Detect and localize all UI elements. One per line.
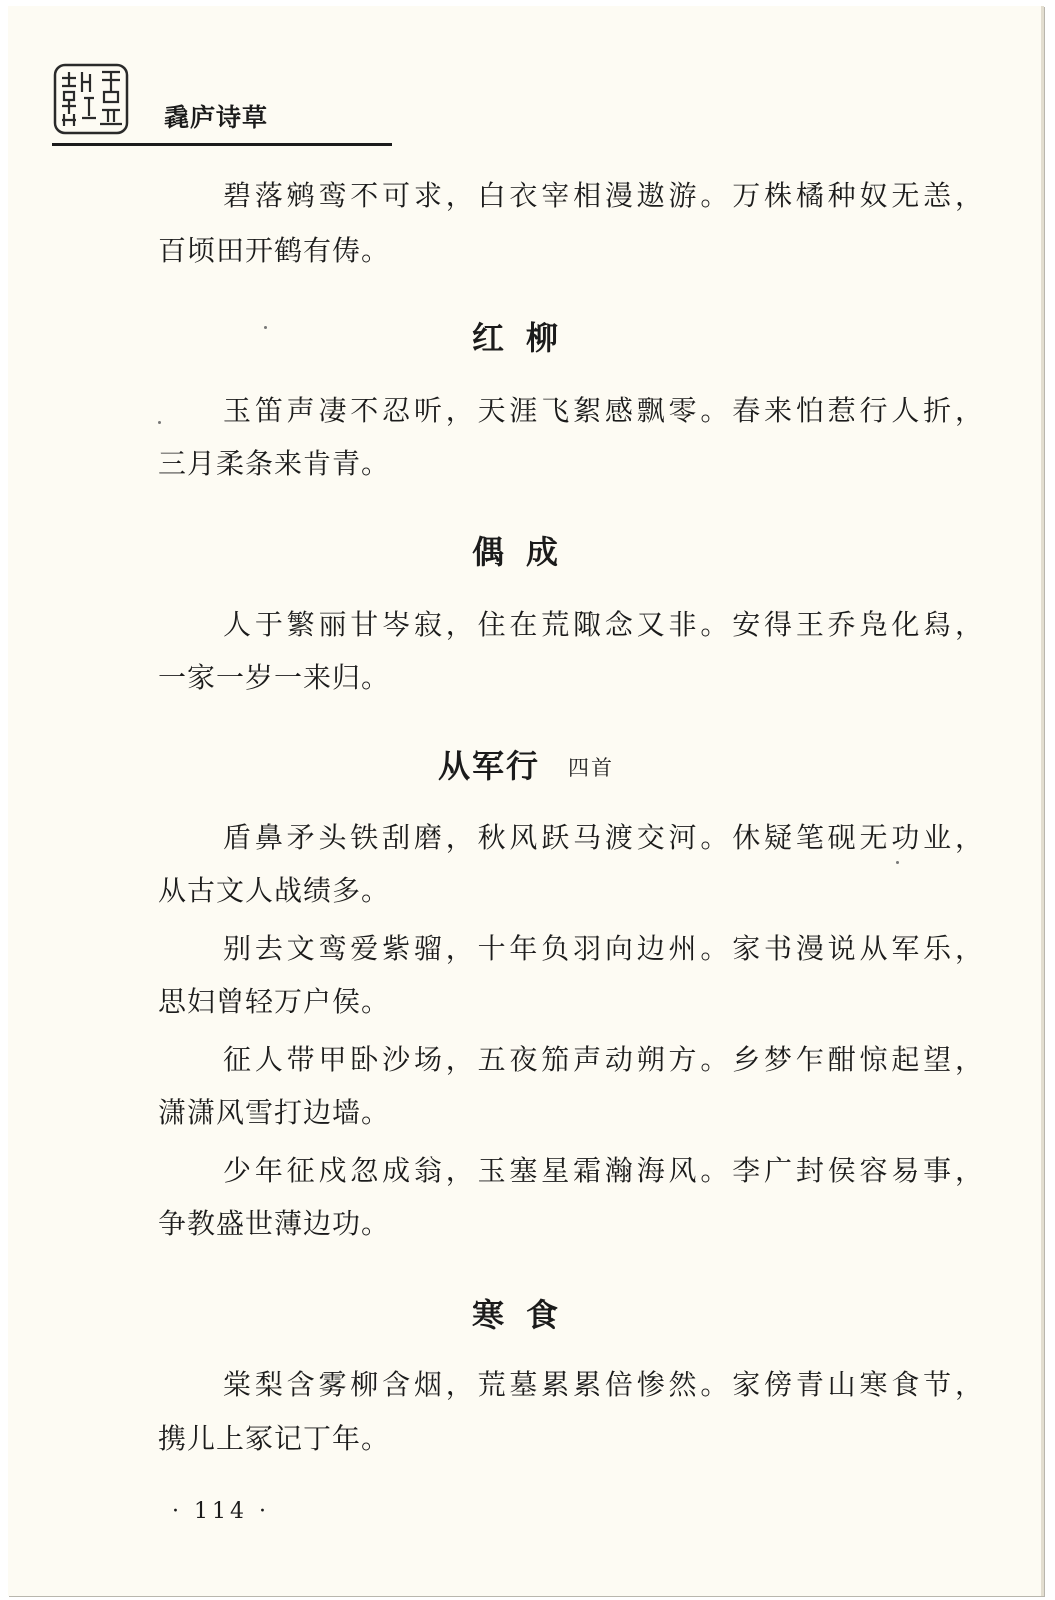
- poem-line: 携儿上冢记丁年。: [158, 1422, 391, 1455]
- poem-line: 盾鼻矛头铁刮磨，秋风跃马渡交河。休疑笔砚无功业，: [223, 821, 984, 854]
- poem-line: 百顷田开鹤有俦。: [158, 234, 391, 267]
- poem-line: 别去文鸾爱紫骝，十年负羽向边州。家书漫说从军乐，: [223, 932, 984, 965]
- poem-line: 从古文人战绩多。: [158, 874, 391, 907]
- poem-line: 争教盛世薄边功。: [158, 1207, 391, 1240]
- poem-line: 征人带甲卧沙场，五夜笳声动朔方。乡梦乍酣惊起望，: [223, 1043, 984, 1076]
- header-rule: [52, 143, 392, 146]
- poem-title-note: 四首: [568, 756, 614, 780]
- poem-title-text: 从军行: [437, 747, 540, 785]
- poem-line: 玉笛声凄不忍听，天涯飞絮感飘零。春来怕惹行人折，: [223, 394, 984, 427]
- poem-line: 人于繁丽甘岑寂，住在荒陬念又非。安得王乔凫化舄，: [223, 608, 984, 641]
- poem-title: [8, 744, 1044, 790]
- poem-title: 红柳: [471, 319, 580, 357]
- print-speck: [158, 421, 161, 424]
- poem-line: 三月柔条来肯青。: [158, 447, 391, 480]
- book-page: [8, 6, 1044, 1596]
- page-number: · 114 ·: [172, 1499, 270, 1524]
- poem-line: 棠梨含雾柳含烟，荒墓累累倍惨然。家傍青山寒食节，: [223, 1368, 984, 1401]
- poem-title: 偶成: [471, 533, 580, 571]
- poem-line: 思妇曾轻万户侯。: [158, 985, 391, 1018]
- print-speck: [896, 861, 899, 864]
- poem-line: 少年征戍忽成翁，玉塞星霜瀚海风。李广封侯容易事，: [223, 1154, 984, 1187]
- poem-title: 寒食: [471, 1296, 580, 1334]
- running-title: 毳庐诗草: [164, 103, 269, 132]
- seal-stamp-logo: [52, 62, 130, 136]
- poem-line: 潇潇风雪打边墙。: [158, 1096, 391, 1129]
- poem-line: 一家一岁一来归。: [158, 661, 391, 694]
- poem-line: 碧落鹓鸾不可求，白衣宰相漫遨游。万株橘种奴无恙，: [223, 179, 984, 212]
- print-speck: [264, 326, 267, 329]
